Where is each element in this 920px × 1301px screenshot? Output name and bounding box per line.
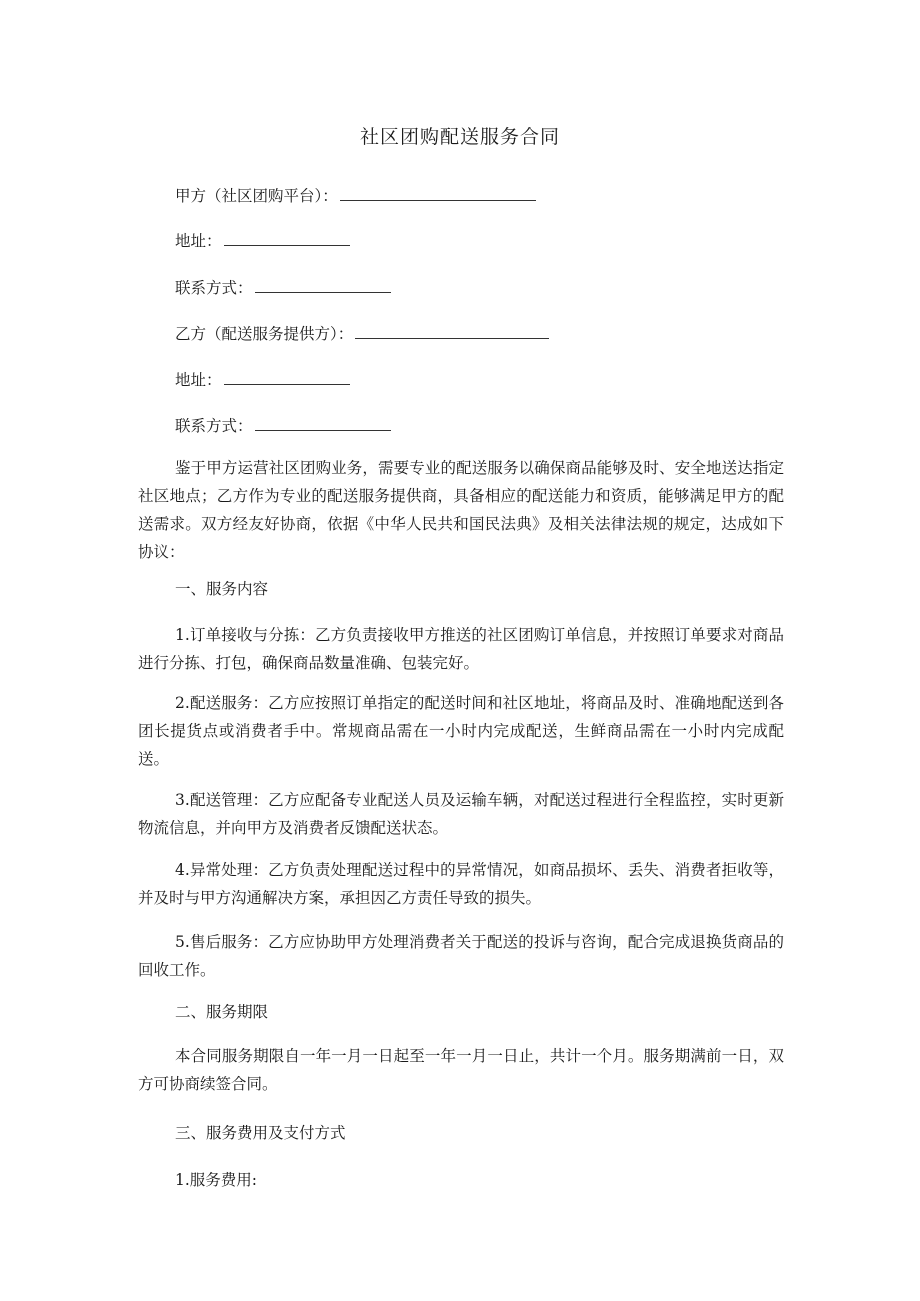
section-1-item xyxy=(138,689,784,773)
document-title: 社区团购配送服务合同 xyxy=(359,126,560,148)
party-a-name-blank[interactable] xyxy=(340,184,536,201)
party-a-contact-blank[interactable] xyxy=(255,276,391,293)
party-a-address-blank[interactable] xyxy=(224,229,350,246)
party-a-name-field xyxy=(175,184,536,208)
item-number: 3 xyxy=(175,791,185,809)
item-text: .配送管理：乙方应配备专业配送人员及运输车辆，对配送过程进行全程监控，实时更新物流信息，并向甲方及消费者反馈配送状态。 xyxy=(138,791,784,837)
party-b-contact-field xyxy=(175,414,391,438)
party-b-address-label: 地址： xyxy=(175,371,222,389)
section-2-paragraph: 本合同服务期限自一年一月一日起至一年一月一日止，共计一个月。服务期满前一日，双方可协商续签合同。 xyxy=(138,1047,784,1093)
item-text: .订单接收与分拣：乙方负责接收甲方推送的社区团购订单信息，并按照订单要求对商品进行分拣、打包，确保商品数量准确、包装完好。 xyxy=(138,626,784,672)
section-1-item xyxy=(138,928,784,984)
section-3-heading: 三、服务费用及支付方式 xyxy=(175,1124,346,1142)
party-b-name-blank[interactable] xyxy=(355,322,549,339)
item-text: .售后服务：乙方应协助甲方处理消费者关于配送的投诉与咨询，配合完成退换货商品的回收工作。 xyxy=(138,933,784,979)
section-1-item xyxy=(138,856,784,912)
party-a-address-label: 地址： xyxy=(175,232,222,250)
party-b-address-blank[interactable] xyxy=(224,368,350,385)
party-b-address-field xyxy=(175,368,350,392)
party-b-contact-blank[interactable] xyxy=(255,414,391,431)
section-1-item xyxy=(138,621,784,677)
party-a-contact-label: 联系方式： xyxy=(175,279,253,297)
party-b-name-label: 乙方（配送服务提供方）： xyxy=(175,325,354,343)
item-number: 2 xyxy=(175,694,185,712)
item-text: .异常处理：乙方负责处理配送过程中的异常情况，如商品损坏、丢失、消费者拒收等，并及时与甲方沟通解决方案，承担因乙方责任导致的损失。 xyxy=(138,861,784,907)
party-a-name-label: 甲方（社区团购平台）： xyxy=(175,187,338,205)
section-2-heading: 二、服务期限 xyxy=(175,1003,269,1021)
section-1-heading: 一、服务内容 xyxy=(175,580,269,598)
preamble-paragraph: 鉴于甲方运营社区团购业务，需要专业的配送服务以确保商品能够及时、安全地送达指定社区地点；乙方作为专业的配送服务提供商，具备相应的配送能力和资质，能够满足甲方的配送需求。双方经友好协商，依据《中华人民共和国民法典》及相关法律法规的规定，达成如下协议： xyxy=(138,459,784,561)
item-number: 1 xyxy=(175,626,185,644)
item-number: 4 xyxy=(175,861,185,879)
section-3-sub-1: 1.服务费用: xyxy=(175,1171,258,1189)
section-1-item xyxy=(138,786,784,842)
party-a-contact-field xyxy=(175,276,391,300)
party-a-address-field xyxy=(175,229,350,253)
item-text: .配送服务：乙方应按照订单指定的配送时间和社区地址，将商品及时、准确地配送到各团长提货点或消费者手中。常规商品需在一小时内完成配送，生鲜商品需在一小时内完成配送。 xyxy=(138,694,784,768)
item-number: 5 xyxy=(175,933,185,951)
party-b-name-field xyxy=(175,322,549,346)
party-b-contact-label: 联系方式： xyxy=(175,417,253,435)
